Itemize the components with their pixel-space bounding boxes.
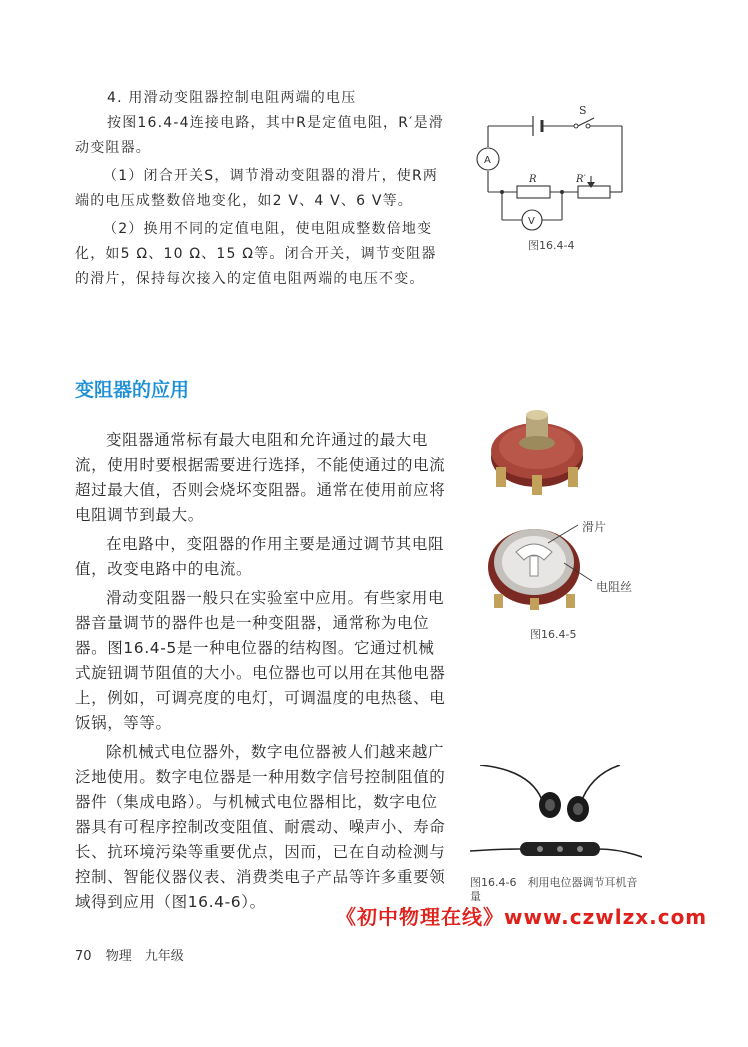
- junction-dot: [500, 190, 504, 194]
- ammeter-label: A: [484, 155, 491, 166]
- figure-6-caption: 图16.4-6 利用电位器调节耳机音量: [470, 876, 638, 903]
- section-heading: 变阻器的应用: [75, 379, 190, 401]
- lab-section: [75, 86, 447, 292]
- battery-symbol: [533, 116, 542, 136]
- paragraph: 变阻器通常标有最大电阻和允许通过的最大电流，使用时要根据需要进行选择，不能使通过的电流超过最大值，否则会烧坏变阻器。通常在使用前应将电阻调节到最大。: [75, 431, 446, 524]
- section-body: [75, 428, 447, 915]
- resistor-label: R: [529, 174, 537, 185]
- lab-step-1: （1）闭合开关S，调节滑动变阻器的滑片，使R两端的电压成整数倍地变化，如2 V、4 V、6 V等。: [75, 168, 439, 209]
- lab-intro: 按图16.4-4连接电路，其中R是定值电阻，R′是滑动变阻器。: [75, 115, 444, 156]
- junction-dot: [560, 190, 564, 194]
- rheostat-symbol: [578, 186, 610, 198]
- switch-label: S: [579, 104, 587, 117]
- book-title: 物理 九年级: [105, 949, 184, 964]
- earphone-photo: [470, 765, 642, 865]
- paragraph: 在电路中，变阻器的作用主要是通过调节其电阻值，改变电路中的电流。: [75, 535, 445, 578]
- paragraph: 滑动变阻器一般只在实验室中应用。有些家用电器音量调节的器件也是一种变阻器，通常称为电位器。图16.4-5是一种电位器的结构图。它通过机械式旋钮调节阻值的大小。电位器也可以用在其他电器上，例如，可调亮度的电灯，可调温度的电热毯、电饭锅，等等。: [75, 589, 446, 732]
- page-number: 70: [75, 949, 92, 964]
- resistor-symbol: [517, 186, 550, 198]
- figure-5-caption: 图16.4-5: [530, 628, 577, 641]
- potentiometer-photo: [482, 405, 592, 500]
- page-footer: [75, 945, 184, 964]
- lab-title: 4. 用滑动变阻器控制电阻两端的电压: [107, 90, 357, 106]
- circuit-diagram: [470, 100, 640, 260]
- watermark: 《初中物理在线》www.czwlzx.com: [336, 905, 708, 929]
- wire-label: 电阻丝: [596, 580, 633, 594]
- lab-step-2: （2）换用不同的定值电阻，使电阻成整数倍地变化，如5 Ω、10 Ω、15 Ω等。闭合开关，调节变阻器的滑片，保持每次接入的定值电阻两端的电压不变。: [75, 221, 437, 287]
- voltmeter-label: V: [528, 216, 535, 227]
- slider-label: 滑片: [582, 520, 607, 534]
- circuit-caption: 图16.4-4: [528, 239, 575, 252]
- paragraph: 除机械式电位器外，数字电位器被人们越来越广泛地使用。数字电位器是一种用数字信号控制阻值的器件（集成电路）。与机械式电位器相比，数字电位器具有可程序控制改变阻值、耐震动、噪声小、寿命长、抗环境污染等重要优点，因而，已在自动检测与控制、智能仪器仪表、消费类电子产品等许多重要领域得到应用（图16.4-6）。: [75, 743, 446, 911]
- rheostat-label: R′: [576, 174, 586, 185]
